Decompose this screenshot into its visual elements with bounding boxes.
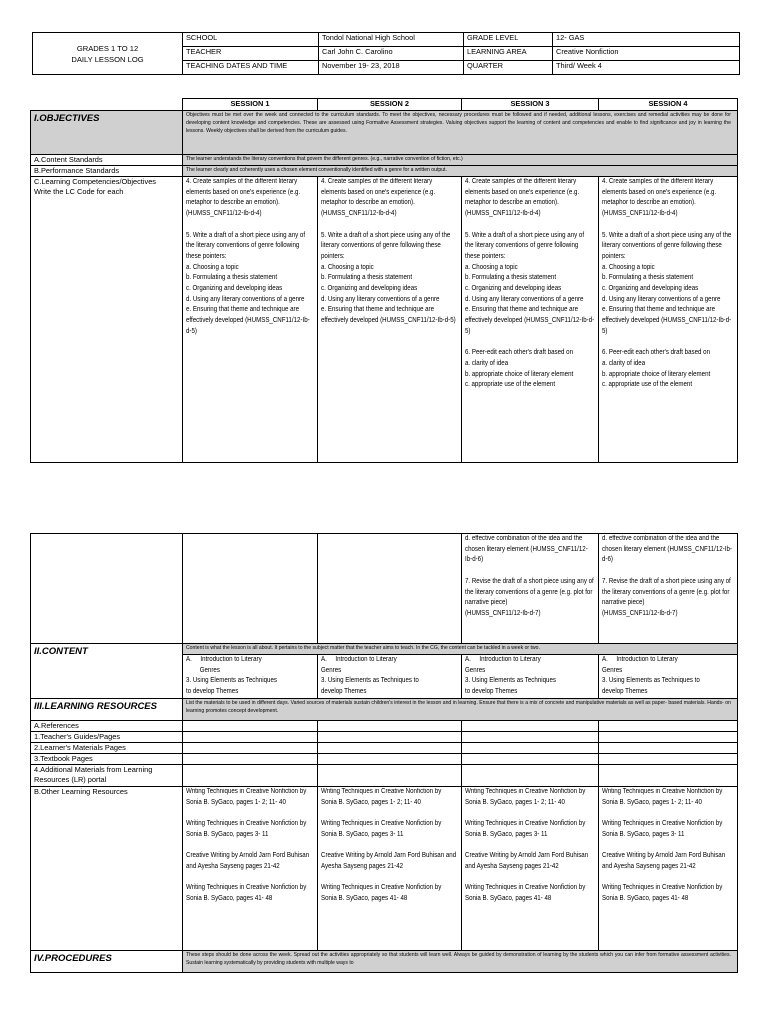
session-1-header: SESSION 1: [183, 99, 318, 111]
content-session-4: A. Introduction to Literary Genres 3. Using Elements as Techniques to develop Themes: [599, 655, 738, 699]
competencies-session-1: 4. Create samples of the different literary elements based on one's experience (e.g. metaphor to describe an emotion). (HUMSS_CNF11/12-Ib-d-4) 5. Write a draft of a short piece using any of the literary conventions of genre following these pointers: a. Choosing a topic b. Formulating a thesis statement c. Organizing and developing ideas d. Using any literary conventions of a genre e. Ensuring that theme and technique are effectively developed (HUMSS_CNF11/12-Ib-d-5): [183, 177, 318, 463]
header-table: [32, 32, 740, 75]
quarter-value: Third/ Week 4: [553, 61, 740, 75]
content-standards-value: The learner understands the literary conventions that govern the different genres. (e.g., narrative convention of fiction, etc.): [183, 155, 738, 166]
session-2-header: SESSION 2: [318, 99, 462, 111]
content-session-3: A. Introduction to Literary Genres 3. Using Elements as Techniques to develop Themes: [462, 655, 599, 699]
other-resources-session-3: Writing Techniques in Creative Nonfiction by Sonia B. SyGaco, pages 1- 2; 11- 40 Writing Techniques in Creative Nonfiction by Sonia B. SyGaco, pages 3- 11 Creative Writing by Arnold Jarn Ford Buhisan and Ayesha Sayseng pages 21-42 Writing Techniques in Creative Nonfiction by Sonia B. SyGaco, pages 41- 48: [462, 786, 599, 950]
content-session-1: A. Introduction to Literary Genres 3. Using Elements as Techniques to develop Themes: [183, 655, 318, 699]
teacher-label: TEACHER: [183, 47, 319, 61]
other-resources-session-4: Writing Techniques in Creative Nonfiction by Sonia B. SyGaco, pages 1- 2; 11- 40 Writing Techniques in Creative Nonfiction by Sonia B. SyGaco, pages 3- 11 Creative Writing by Arnold Jarn Ford Buhisan and Ayesha Sayseng pages 21-42 Writing Techniques in Creative Nonfiction by Sonia B. SyGaco, pages 41- 48: [599, 786, 738, 950]
learning-area-value: Creative Nonfiction: [553, 47, 740, 61]
other-resources-session-2: Writing Techniques in Creative Nonfiction by Sonia B. SyGaco, pages 1- 2; 11- 40 Writing Techniques in Creative Nonfiction by Sonia B. SyGaco, pages 3- 11 Creative Writing by Arnold Jarn Ford Buhisan and Ayesha Sayseng pages 21-42 Writing Techniques in Creative Nonfiction by Sonia B. SyGaco, pages 41- 48: [318, 786, 462, 950]
competencies-label: C.Learning Competencies/Objectives Write the LC Code for each: [31, 177, 183, 463]
other-resources-label: B.Other Learning Resources: [31, 786, 183, 950]
competencies-continued-label: [31, 534, 183, 644]
lesson-table-part2: [30, 533, 738, 973]
session-header-spacer: [31, 99, 183, 111]
resources-title: III.LEARNING RESOURCES: [31, 698, 183, 720]
competencies-cont-session-2: [318, 534, 462, 644]
objectives-title: I.OBJECTIVES: [31, 111, 183, 155]
lesson-table-part1: [30, 98, 738, 463]
dates-value: November 19- 23, 2018: [319, 61, 464, 75]
references-label: A.References: [31, 720, 183, 731]
competencies-session-4: 4. Create samples of the different literary elements based on one's experience (e.g. metaphor to describe an emotion). (HUMSS_CNF11/12-Ib-d-4) 5. Write a draft of a short piece using any of the literary conventions of genre following these pointers: a. Choosing a topic b. Formulating a thesis statement c. Organizing and developing ideas d. Using any literary conventions of a genre e. Ensuring that theme and technique are effectively developed (HUMSS_CNF11/12-Ib-d-5) 6. Peer-edit each other's draft based on a. clarity of idea b. appropriate choice of literary element c. appropriate use of the element: [599, 177, 738, 463]
school-label: SCHOOL: [183, 33, 319, 47]
learning-area-label: LEARNING AREA: [464, 47, 553, 61]
competencies-cont-session-1: [183, 534, 318, 644]
content-session-2: A. Introduction to Literary Genres 3. Using Elements as Techniques to develop Themes: [318, 655, 462, 699]
other-resources-session-1: Writing Techniques in Creative Nonfiction by Sonia B. SyGaco, pages 1- 2; 11- 40 Writing Techniques in Creative Nonfiction by Sonia B. SyGaco, pages 3- 11 Creative Writing by Arnold Jarn Ford Buhisan and Ayesha Sayseng pages 21-42 Writing Techniques in Creative Nonfiction by Sonia B. SyGaco, pages 41- 48: [183, 786, 318, 950]
competencies-continued-row: [31, 534, 738, 644]
competencies-session-2: 4. Create samples of the different literary elements based on one's experience (e.g. metaphor to describe an emotion). (HUMSS_CNF11/12-Ib-d-4) 5. Write a draft of a short piece using any of the literary conventions of genre following these pointers: a. Choosing a topic b. Formulating a thesis statement c. Organizing and developing ideas d. Using any literary conventions of a genre e. Ensuring that theme and technique are effectively developed (HUMSS_CNF11/12-Ib-d-5): [318, 177, 462, 463]
teacher-value: Carl John C. Carolino: [319, 47, 464, 61]
session-3-header: SESSION 3: [462, 99, 599, 111]
content-title: II.CONTENT: [31, 644, 183, 699]
quarter-label: QUARTER: [464, 61, 553, 75]
document-title: GRADES 1 TO 12 DAILY LESSON LOG: [33, 33, 183, 75]
procedures-note: These steps should be done across the week. Spread out the activities appropriately so that students will learn well. Always be guided by demonstration of learning by the students which you can infer from formative assessment activities. Sustain learning systematically by providing students with multiple ways to: [183, 950, 738, 972]
textbook-label: 3.Textbook Pages: [31, 753, 183, 764]
content-standards-label: A.Content Standards: [31, 155, 183, 166]
session-4-header: SESSION 4: [599, 99, 738, 111]
dates-label: TEACHING DATES AND TIME: [183, 61, 319, 75]
resources-note: List the materials to be used in different days. Varied sources of materials sustain children's interest in the lesson and in learning. Ensure that there is a mix of concrete and manipulative materials as well as paper- based materials. Hands- on learning promotes concept development.: [183, 698, 738, 720]
performance-standards-value: The learner clearly and coherently uses a chosen element conventionally identified with a genre for a written output.: [183, 166, 738, 177]
performance-standards-label: B.Performance Standards: [31, 166, 183, 177]
competencies-cont-session-3: d. effective combination of the idea and the chosen literary element (HUMSS_CNF11/12-Ib-d-6) 7. Revise the draft of a short piece using any of the literary conventions of a genre (e.g. plot for narrative piece) (HUMSS_CNF11/12-Ib-d-7): [462, 534, 599, 644]
teachers-guide-label: 1.Teacher's Guides/Pages: [31, 731, 183, 742]
competencies-cont-session-4: d. effective combination of the idea and the chosen literary element (HUMSS_CNF11/12-Ib-d-6) 7. Revise the draft of a short piece using any of the literary conventions of a genre (e.g. plot for narrative piece) (HUMSS_CNF11/12-Ib-d-7): [599, 534, 738, 644]
competencies-session-3: 4. Create samples of the different literary elements based on one's experience (e.g. metaphor to describe an emotion). (HUMSS_CNF11/12-Ib-d-4) 5. Write a draft of a short piece using any of the literary conventions of genre following these pointers: a. Choosing a topic b. Formulating a thesis statement c. Organizing and developing ideas d. Using any literary conventions of a genre e. Ensuring that theme and technique are effectively developed (HUMSS_CNF11/12-Ib-d-5) 6. Peer-edit each other's draft based on a. clarity of idea b. appropriate choice of literary element c. appropriate use of the element: [462, 177, 599, 463]
school-value: Tondol National High School: [319, 33, 464, 47]
grade-level-value: 12- GAS: [553, 33, 740, 47]
grade-level-label: GRADE LEVEL: [464, 33, 553, 47]
objectives-note: Objectives must be met over the week and connected to the curriculum standards. To meet the objectives, necessary procedures must be followed and if needed, additional lessons, exercises and remedial activities may be done for developing content knowledge and competencies. These are assessed using Formative Assessment strategies. Valuing objectives support the learning of content and competencies and enable to find significance and joy in learning the lessons. Weekly objectives shall be derived from the curriculum guides.: [183, 111, 738, 155]
additional-materials-label: 4.Additional Materials from Learning Resources (LR) portal: [31, 764, 183, 786]
learners-materials-label: 2.Learner's Materials Pages: [31, 742, 183, 753]
content-note: Content is what the lesson is all about. It pertains to the subject matter that the teacher aims to teach. In the CG, the content can be tackled in a week or two.: [183, 644, 738, 655]
procedures-title: IV.PROCEDURES: [31, 950, 183, 972]
session-header-row: [31, 99, 738, 111]
